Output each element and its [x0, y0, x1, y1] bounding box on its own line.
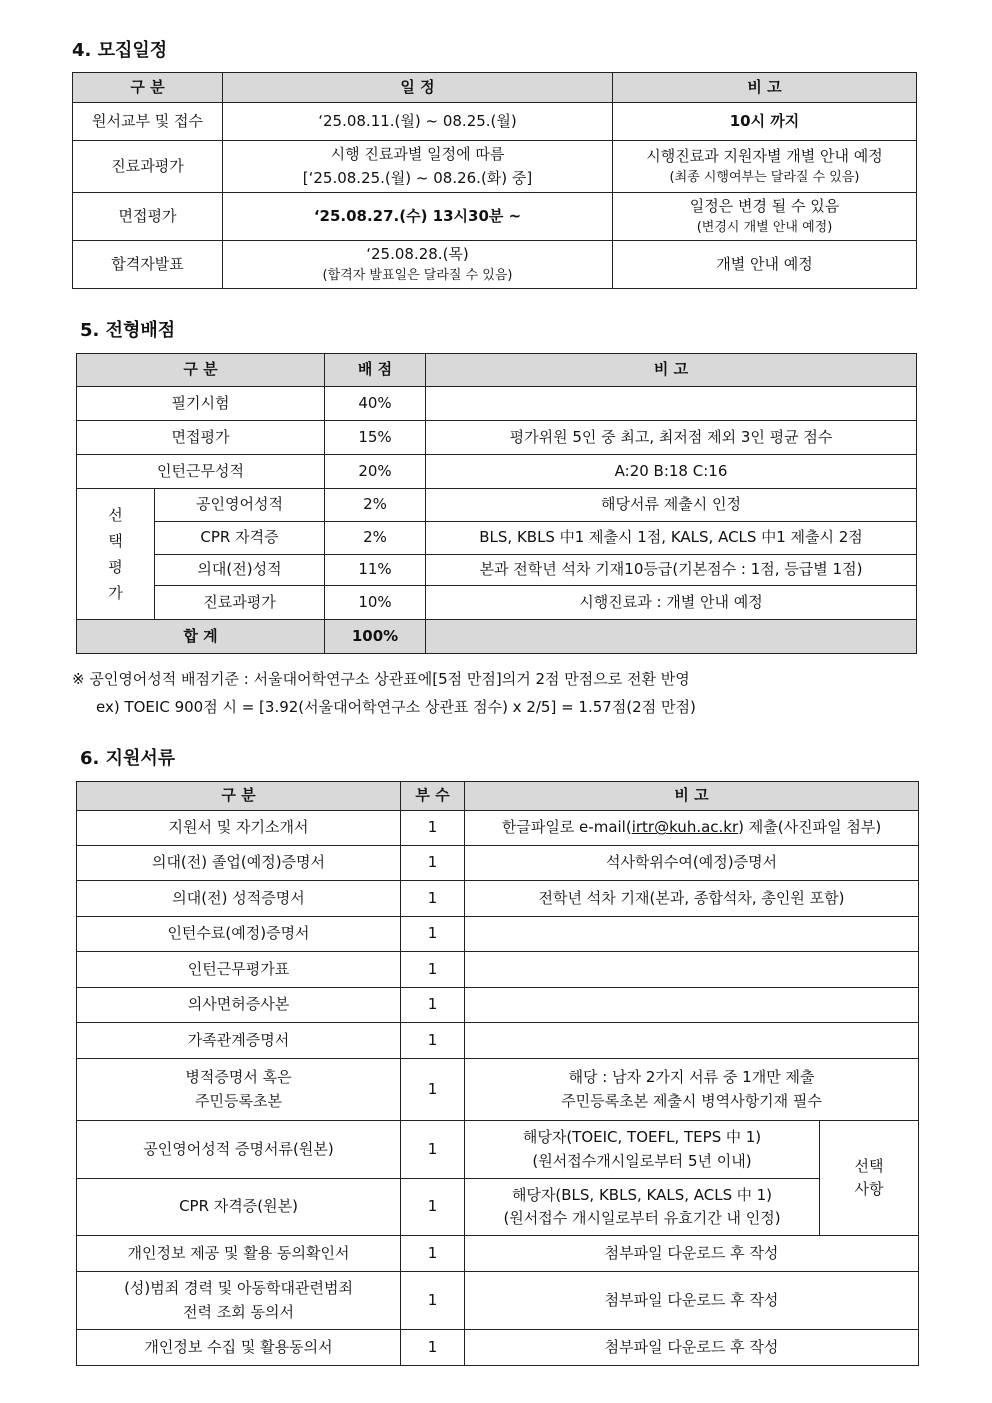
- table-row: [77, 586, 917, 620]
- optional-line: 선택: [854, 1156, 884, 1175]
- table-row: [77, 421, 917, 455]
- schedule-line: 시행 진료과별 일정에 따름: [330, 145, 505, 164]
- row-label: 의대(전) 졸업(예정)증명서: [77, 846, 401, 881]
- row-schedule: [223, 241, 613, 289]
- row-count: 1: [401, 1121, 465, 1179]
- row-label: 지원서 및 자기소개서: [77, 811, 401, 846]
- row-schedule: [223, 141, 613, 193]
- schedule-table: [72, 72, 917, 289]
- note-line: 일정은 변경 될 수 있음: [689, 196, 840, 215]
- row-note: 첨부파일 다운로드 후 작성: [465, 1330, 919, 1366]
- schedule-line: [‘25.08.25.(월) ~ 08.26.(화) 중]: [302, 168, 533, 187]
- table-row: [77, 1121, 919, 1179]
- row-label: 공인영어성적 증명서류(원본): [77, 1121, 401, 1179]
- total-row: [77, 620, 917, 654]
- row-note: A:20 B:18 C:16: [426, 455, 917, 489]
- row-count: 1: [401, 1236, 465, 1272]
- row-schedule: ‘25.08.27.(수) 13시30분 ~: [223, 193, 613, 241]
- table-row: [77, 1330, 919, 1366]
- row-count: 1: [401, 1179, 465, 1236]
- row-score: 15%: [325, 421, 426, 455]
- row-score: 10%: [325, 586, 426, 620]
- row-label: CPR 자격증(원본): [77, 1179, 401, 1236]
- row-note: [465, 952, 919, 988]
- row-count: 1: [401, 1272, 465, 1330]
- table-row: [77, 917, 919, 952]
- email-link[interactable]: irtr@kuh.ac.kr: [631, 818, 739, 837]
- row-note: [465, 917, 919, 952]
- table-row: [77, 455, 917, 489]
- row-label: [77, 1059, 401, 1121]
- table-row: [73, 141, 917, 193]
- row-label: 면접평가: [77, 421, 325, 455]
- row-label: 인턴수료(예정)증명서: [77, 917, 401, 952]
- scoring-header-score: 배 점: [325, 354, 426, 387]
- table-row: [77, 387, 917, 421]
- table-row: [77, 846, 919, 881]
- row-note: 시행진료과 : 개별 안내 예정: [426, 586, 917, 620]
- row-note: [426, 387, 917, 421]
- total-score: 100%: [325, 620, 426, 654]
- row-count: 1: [401, 1330, 465, 1366]
- row-note: 석사학위수여(예정)증명서: [465, 846, 919, 881]
- note-line: 시행진료과 지원자별 개별 안내 예정: [646, 146, 883, 165]
- optional-line: 사항: [854, 1180, 884, 1198]
- table-row: [77, 1059, 919, 1121]
- note-line: 해당자(BLS, KBLS, KALS, ACLS 中 1): [511, 1185, 773, 1204]
- table-row: [77, 1023, 919, 1059]
- row-label: CPR 자격증: [155, 522, 325, 555]
- note-line: 해당자(TOEIC, TOEFL, TEPS 中 1): [522, 1128, 762, 1147]
- row-count: 1: [401, 811, 465, 846]
- row-schedule: ‘25.08.11.(월) ~ 08.25.(월): [223, 103, 613, 141]
- table-row: [77, 555, 917, 586]
- row-note: 첨부파일 다운로드 후 작성: [465, 1236, 919, 1272]
- table-row: [77, 1236, 919, 1272]
- section-4-title: 4. 모집일정: [72, 40, 168, 61]
- row-score: 20%: [325, 455, 426, 489]
- note-text: ) 제출(사진파일 첨부): [738, 818, 882, 837]
- schedule-header-note: 비 고: [613, 73, 917, 103]
- note-line: (최종 시행여부는 달라질 수 있음): [669, 170, 860, 186]
- row-note: 평가위원 5인 중 최고, 최저점 제외 3인 평균 점수: [426, 421, 917, 455]
- row-label: 진료과평가: [155, 586, 325, 620]
- schedule-line: (합격자 발표일은 달라질 수 있음): [322, 268, 513, 284]
- optional-char: 선: [108, 505, 123, 524]
- schedule-header-date: 일 정: [223, 73, 613, 103]
- documents-table: [76, 781, 919, 1366]
- row-note: [465, 1121, 820, 1179]
- row-label: 개인정보 수집 및 활용동의서: [77, 1330, 401, 1366]
- row-label: 합격자발표: [73, 241, 223, 289]
- row-note: BLS, KBLS 中1 제출시 1점, KALS, ACLS 中1 제출시 2점: [426, 522, 917, 555]
- table-row: [77, 952, 919, 988]
- table-row: [77, 988, 919, 1023]
- table-row: [77, 1272, 919, 1330]
- row-score: 40%: [325, 387, 426, 421]
- row-label: 진료과평가: [73, 141, 223, 193]
- note-line: 주민등록초본 제출시 병역사항기재 필수: [561, 1091, 822, 1110]
- optional-evaluation-label: [77, 489, 155, 620]
- row-count: 1: [401, 917, 465, 952]
- table-row: [73, 103, 917, 141]
- optional-char: 평: [108, 558, 123, 576]
- row-label: 개인정보 제공 및 활용 동의확인서: [77, 1236, 401, 1272]
- schedule-header-category: 구 분: [73, 73, 223, 103]
- row-count: 1: [401, 988, 465, 1023]
- optional-char: 택: [108, 531, 123, 550]
- row-note: 개별 안내 예정: [613, 241, 917, 289]
- row-count: 1: [401, 1059, 465, 1121]
- table-row: [77, 811, 919, 846]
- optional-char: 가: [108, 584, 123, 603]
- note-line: (원서접수 개시일로부터 유효기간 내 인정): [503, 1209, 781, 1227]
- row-score: 11%: [325, 555, 426, 586]
- row-label: 가족관계증명서: [77, 1023, 401, 1059]
- documents-header-count: 부 수: [401, 782, 465, 811]
- row-label: 공인영어성적: [155, 489, 325, 522]
- label-line: 병적증명서 혹은: [185, 1068, 292, 1087]
- row-label: [77, 1272, 401, 1330]
- row-count: 1: [401, 846, 465, 881]
- row-label: 필기시험: [77, 387, 325, 421]
- note-text: 한글파일로 e-mail(: [501, 818, 632, 837]
- row-label: 의대(전)성적: [155, 555, 325, 586]
- row-note: [465, 1023, 919, 1059]
- row-score: 2%: [325, 522, 426, 555]
- section-6-title: 6. 지원서류: [80, 748, 176, 769]
- row-score: 2%: [325, 489, 426, 522]
- label-line: 주민등록초본: [195, 1091, 282, 1110]
- label-line: 전력 조회 동의서: [183, 1302, 294, 1321]
- row-count: 1: [401, 952, 465, 988]
- documents-header-note: 비 고: [465, 782, 919, 811]
- row-note: [613, 193, 917, 241]
- optional-items-label: [820, 1121, 919, 1236]
- row-label: 의대(전) 성적증명서: [77, 881, 401, 917]
- schedule-line: ‘25.08.28.(목): [366, 244, 469, 263]
- row-note: 첨부파일 다운로드 후 작성: [465, 1272, 919, 1330]
- row-label: 원서교부 및 접수: [73, 103, 223, 141]
- scoring-header-category: 구 분: [77, 354, 325, 387]
- table-row: [77, 522, 917, 555]
- note-line: (변경시 개별 안내 예정): [696, 220, 833, 236]
- row-note: 해당서류 제출시 인정: [426, 489, 917, 522]
- row-note: [613, 141, 917, 193]
- table-row: [77, 881, 919, 917]
- row-label: 인턴근무성적: [77, 455, 325, 489]
- row-note: [465, 1179, 820, 1236]
- row-note: [465, 1059, 919, 1121]
- note-line: (원서접수개시일로부터 5년 이내): [532, 1151, 752, 1170]
- row-note: [465, 811, 919, 846]
- table-row: [77, 489, 917, 522]
- row-label: 의사면허증사본: [77, 988, 401, 1023]
- row-note: [465, 988, 919, 1023]
- scoring-example: ex) TOEIC 900점 시 = [3.92(서울대어학연구소 상관표 점수) x 2/5] = 1.57점(2점 만점): [96, 698, 696, 716]
- total-label: 합 계: [77, 620, 325, 654]
- label-line: (성)범죄 경력 및 아동학대관련범죄: [124, 1279, 353, 1298]
- total-note: [426, 620, 917, 654]
- scoring-header-note: 비 고: [426, 354, 917, 387]
- documents-header-category: 구 분: [77, 782, 401, 811]
- row-label: 인턴근무평가표: [77, 952, 401, 988]
- note-line: 해당 : 남자 2가지 서류 중 1개만 제출: [568, 1068, 815, 1087]
- scoring-footnote: ※ 공인영어성적 배점기준 : 서울대어학연구소 상관표에[5점 만점]의거 2점 만점으로 전환 반영: [72, 670, 690, 688]
- section-5-title: 5. 전형배점: [80, 320, 176, 341]
- row-count: 1: [401, 881, 465, 917]
- row-label: 면접평가: [73, 193, 223, 241]
- row-note: 본과 전학년 석차 기재10등급(기본점수 : 1점, 등급별 1점): [426, 555, 917, 586]
- row-count: 1: [401, 1023, 465, 1059]
- table-row: [77, 1179, 919, 1236]
- scoring-table: [76, 353, 917, 654]
- table-row: [73, 241, 917, 289]
- row-note: 전학년 석차 기재(본과, 종합석차, 총인원 포함): [465, 881, 919, 917]
- table-row: [73, 193, 917, 241]
- row-note: 10시 까지: [613, 103, 917, 141]
